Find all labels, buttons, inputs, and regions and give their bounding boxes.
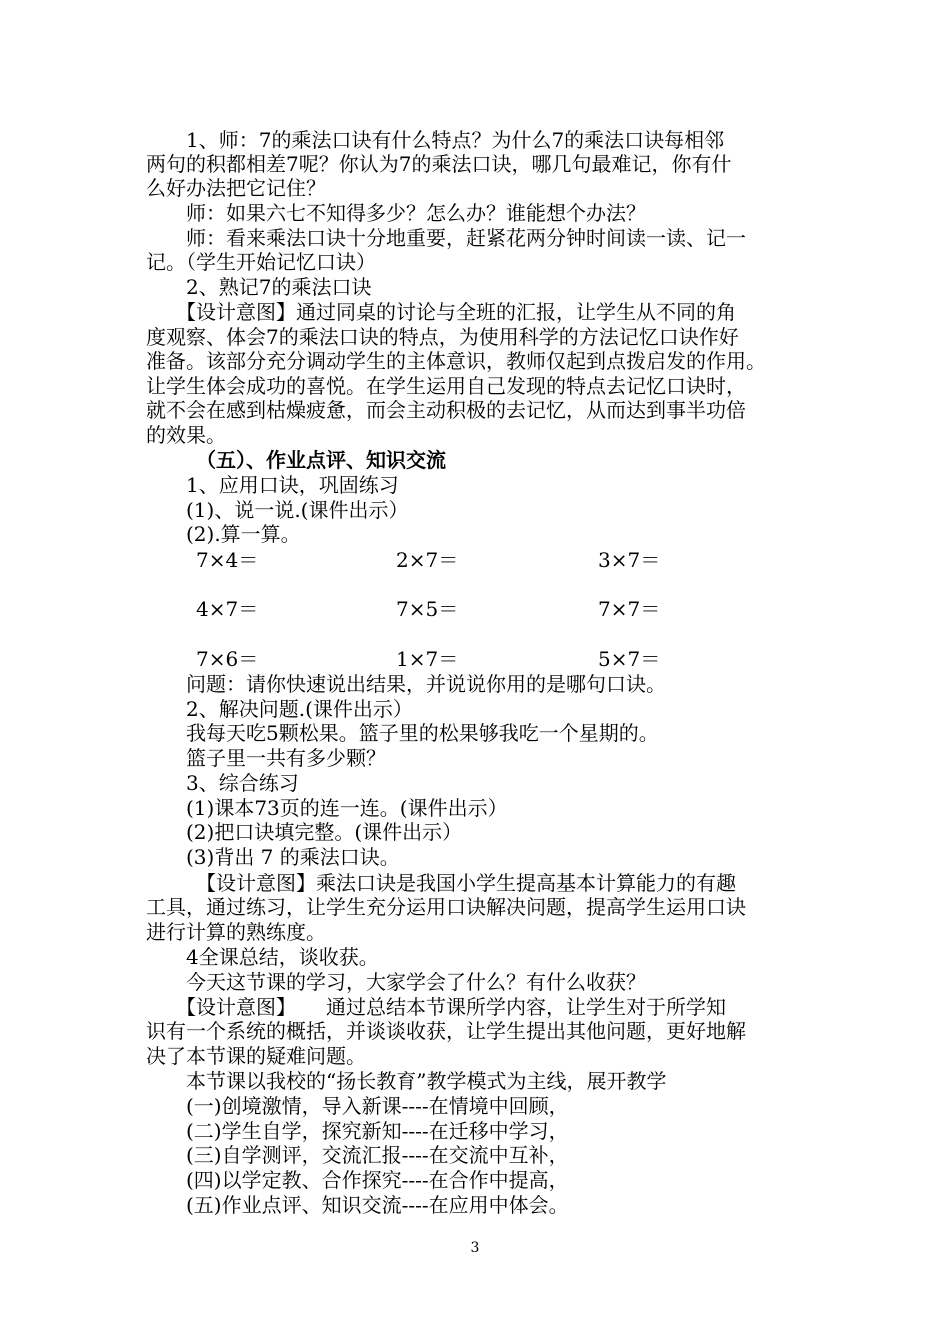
summary-line: (五)作业点评、知识交流----在应用中体会。 [146,1193,569,1217]
paragraph-line: (3)背出 7 的乘法口诀。 [146,845,400,869]
design-intent-line: 【设计意图】 通过总结本节课所学内容，让学生对于所学知 [146,995,726,1019]
paragraph-line: 记。（学生开始记忆口诀） [146,250,376,274]
paragraph-line: 篮子里一共有多少颗？ [146,746,386,770]
summary-line: (四)以学定教、合作探究----在合作中提高， [146,1168,569,1192]
design-intent-line: 就不会在感到枯燥疲惫，而会主动积极的去记忆，从而达到事半功倍 [146,398,746,422]
paragraph-line: (2)把口诀填完整。(课件出示） [146,820,463,844]
practice-line: 1、应用口诀，巩固练习 [146,473,399,497]
paragraph-line: 1、师：7的乘法口诀有什么特点？为什么7的乘法口诀每相邻 [146,128,725,152]
practice-line: (1)、说一说.(课件出示） [146,498,409,522]
paragraph-line: 2、解决问题.(课件出示） [146,697,413,721]
equation-cell: 7×4＝ [196,548,259,572]
paragraph-line: 两句的积都相差7呢？你认为7的乘法口诀，哪几句最难记，你有什 [146,152,732,176]
summary-line: (一)创境激情，导入新课----在情境中回顾， [146,1094,569,1118]
design-intent-line: 度观察、体会7的乘法口诀的特点，为使用科学的方法记忆口诀作好 [146,325,739,349]
equation-cell: 7×6＝ [196,647,259,671]
equation-cell: 5×7＝ [598,647,661,671]
paragraph-line: 么好办法把它记住？ [146,176,326,200]
design-intent-line: 让学生体会成功的喜悦。在学生运用自己发现的特点去记忆口诀时， [146,374,746,398]
equation-cell: 7×7＝ [598,597,661,621]
design-intent-line: 的效果。 [146,423,226,447]
equation-cell: 1×7＝ [396,647,459,671]
equation-cell: 7×5＝ [396,597,459,621]
paragraph-line: 4全课总结，谈收获。 [146,945,379,969]
paragraph-line: 我每天吃5颗松果。篮子里的松果够我吃一个星期的。 [146,721,659,745]
summary-line: (三)自学测评，交流汇报----在交流中互补， [146,1143,569,1167]
paragraph-line: 问题：请你快速说出结果，并说说你用的是哪句口诀。 [146,672,666,696]
paragraph-line: 师：看来乘法口诀十分地重要，赶紧花两分钟时间读一读、记一 [146,226,746,250]
section-heading: （五）、作业点评、知识交流 [196,448,446,472]
paragraph-line: 3、综合练习 [146,771,299,795]
design-intent-line: 工具，通过练习，让学生充分运用口诀解决问题，提高学生运用口诀 [146,895,746,919]
design-intent-line: 【设计意图】通过同桌的讨论与全班的汇报，让学生从不同的角 [146,300,736,324]
design-intent-line: 准备。该部分充分调动学生的主体意识，教师仅起到点拨启发的作用。 [146,349,766,373]
paragraph-line: 今天这节课的学习，大家学会了什么？有什么收获？ [146,970,646,994]
design-intent-line: 【设计意图】乘法口诀是我国小学生提高基本计算能力的有趣 [146,871,736,895]
equation-cell: 3×7＝ [598,548,661,572]
design-intent-line: 决了本节课的疑难问题。 [146,1044,366,1068]
paragraph-line: 2、熟记7的乘法口诀 [146,275,372,299]
paragraph-line: (1)课本73页的连一连。(课件出示） [146,796,508,820]
design-intent-line: 识有一个系统的概括，并谈谈收获，让学生提出其他问题，更好地解 [146,1019,746,1043]
page-number: 3 [470,1240,480,1256]
equation-cell: 2×7＝ [396,548,459,572]
equation-cell: 4×7＝ [196,597,259,621]
paragraph-line: 师：如果六七不知得多少？怎么办？谁能想个办法？ [146,201,646,225]
design-intent-line: 进行计算的熟练度。 [146,920,326,944]
practice-line: (2).算一算。 [146,522,301,546]
paragraph-line: 本节课以我校的“扬长教育”教学模式为主线，展开教学 [146,1069,667,1093]
summary-line: (二)学生自学，探究新知----在迁移中学习， [146,1119,569,1143]
